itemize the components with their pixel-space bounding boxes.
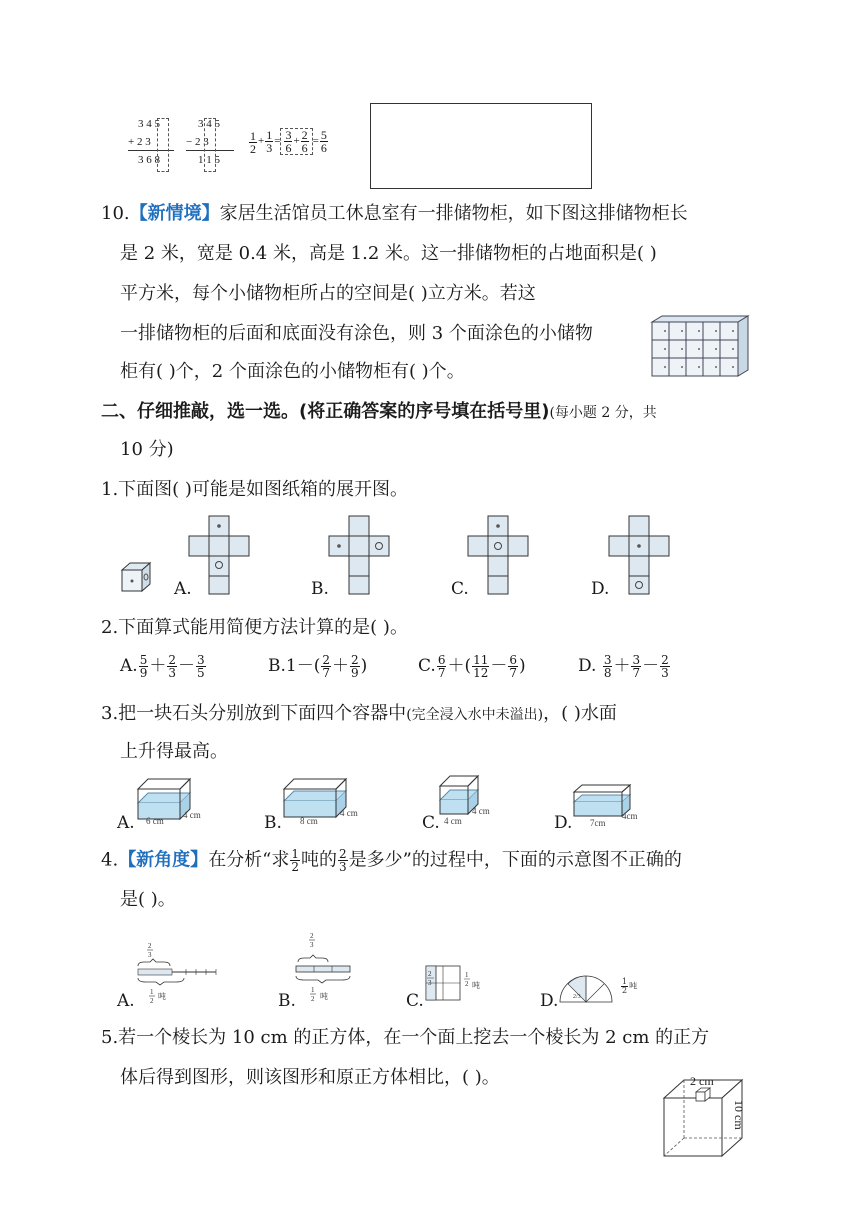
- q1-option-d[interactable]: D.: [591, 579, 610, 599]
- calc-row: − 2 3: [186, 136, 209, 148]
- q10-line1: [101, 202, 688, 226]
- q1-option-a[interactable]: A.: [174, 579, 192, 599]
- container-c-width: 4 cm: [444, 816, 462, 826]
- q10-text: 家居生活馆员工休息室有一排储物柜，如下图这排储物柜长: [219, 203, 688, 224]
- q5-line1: 5.若一个棱长为 10 cm 的正方体，在一个面上挖去一个棱长为 2 cm 的正方: [101, 1027, 710, 1048]
- net-option-a: [189, 514, 251, 596]
- svg-text:2: 2: [150, 997, 154, 1005]
- q10-tag: 【新情境】: [129, 203, 220, 224]
- container-a-width: 6 cm: [146, 816, 164, 826]
- calc-row: 3 6 8: [138, 154, 160, 166]
- q2-text: 2.下面算式能用简便方法计算的是( )。: [101, 617, 408, 638]
- vertical-subtraction: [186, 118, 236, 172]
- container-c-height: 4 cm: [472, 806, 490, 816]
- q3-option-b[interactable]: B.: [264, 813, 282, 833]
- q1-option-b[interactable]: B.: [311, 579, 329, 599]
- q3-line1: 3.把一块石头分别放到下面四个容器中(完全浸入水中未溢出)，( )水面: [101, 703, 617, 724]
- container-a-height: 4 cm: [183, 810, 201, 820]
- container-b-height: 4 cm: [340, 808, 358, 818]
- diagram-b-ton: 吨: [320, 992, 328, 1001]
- q3-option-d[interactable]: D.: [554, 813, 573, 833]
- container-d-height: 4cm: [622, 811, 638, 821]
- q10-line5: 柜有( )个，2 个面涂色的小储物柜有( )个。: [120, 361, 465, 382]
- diagram-option-c: [424, 964, 490, 1004]
- section-2-title: 二、仔细推敲，选一选。(将正确答案的序号填在括号里): [101, 401, 550, 422]
- svg-text:3: 3: [310, 941, 314, 949]
- q4-option-d[interactable]: D.: [540, 991, 559, 1011]
- q10-line2: 是 2 米，宽是 0.4 米，高是 1.2 米。这一排储物柜的占地面积是( ): [120, 243, 657, 264]
- net-option-d: [609, 514, 671, 596]
- q2-option-c[interactable]: C. $\frac{6}{7}$ ＋( $\frac{11}{12}$ － $\frac{6}{7}$ ): [418, 653, 526, 680]
- section-2-score-cont: 10 分): [120, 439, 174, 460]
- q4-option-c[interactable]: C.: [406, 991, 424, 1011]
- vertical-addition: [128, 118, 174, 172]
- svg-text:1: 1: [311, 986, 315, 994]
- svg-text:2: 2: [311, 995, 315, 1003]
- svg-text:3: 3: [428, 979, 432, 987]
- container-d: [572, 782, 652, 828]
- diagram-option-a: [136, 940, 220, 1006]
- answer-box[interactable]: [370, 103, 592, 189]
- section-2-heading: [101, 400, 657, 425]
- fraction-addition: $\frac{1}{2}$ + $\frac{1}{3}$ = $\frac{3}{6}$ + $\frac{2}{6}$ = $\frac{5}{6}$: [250, 128, 327, 156]
- section-2-score: (每小题 2 分，共: [549, 405, 657, 421]
- q2-option-a[interactable]: A. $\frac{5}{9}$ ＋ $\frac{2}{3}$ － $\frac{3}{5}$: [120, 653, 205, 680]
- diagram-d-label: $\frac{1}{2}$ 吨: [622, 977, 638, 995]
- net-option-b: [329, 514, 391, 596]
- locker-figure: [650, 314, 750, 378]
- q3-option-c[interactable]: C.: [422, 813, 440, 833]
- q10-number: 10.: [101, 203, 130, 224]
- q10-line3: 平方米，每个小储物柜所占的空间是( )立方米。若这: [120, 283, 536, 304]
- q4-option-b[interactable]: B.: [278, 991, 296, 1011]
- big-cube-edge-label: 10 cm: [732, 1100, 746, 1130]
- container-b: [282, 775, 362, 829]
- q4-tag: 【新角度】: [118, 849, 209, 871]
- q2-option-b[interactable]: B.1－( $\frac{2}{7}$ ＋ $\frac{2}{9}$ ): [268, 653, 368, 680]
- calc-row: 3 4 5: [198, 118, 220, 130]
- svg-text:2: 2: [148, 942, 152, 950]
- diagram-a-ton: 吨: [158, 992, 166, 1001]
- q4-line1: 4.【新角度】在分析“求 $\frac{1}{2}$ 吨的 $\frac{2}{3}$ 是多少”的过程中，下面的示意图不正确的: [101, 847, 682, 874]
- q3-option-a[interactable]: A.: [117, 813, 135, 833]
- net-option-c: [468, 514, 530, 596]
- svg-text:2: 2: [428, 970, 432, 978]
- q3-line2: 上升得最高。: [120, 741, 228, 762]
- small-cube-edge-label: 2 cm: [690, 1074, 714, 1088]
- q1-text: 1.下面图( )可能是如图纸箱的展开图。: [101, 479, 408, 500]
- diagram-option-d: [558, 972, 618, 1006]
- calc-row: 1 1 5: [198, 154, 220, 166]
- diagram-c-ton: 吨: [472, 981, 480, 990]
- q1-option-c[interactable]: C.: [451, 579, 469, 599]
- svg-text:1: 1: [465, 971, 469, 979]
- container-b-width: 8 cm: [300, 816, 318, 826]
- svg-text:2/3: 2/3: [573, 994, 581, 1000]
- container-d-width: 7cm: [590, 818, 606, 828]
- q5-line2: 体后得到图形，则该图形和原正方体相比，( )。: [120, 1067, 500, 1088]
- svg-text:2: 2: [310, 932, 314, 940]
- q4-line2: 是( )。: [120, 889, 176, 910]
- svg-text:2: 2: [465, 980, 469, 988]
- svg-text:3: 3: [148, 951, 152, 959]
- box-figure: [120, 560, 154, 594]
- svg-text:1: 1: [150, 988, 154, 996]
- q10-line4: 一排储物柜的后面和底面没有涂色，则 3 个面涂色的小储物: [120, 323, 593, 344]
- q2-option-d[interactable]: D. $\frac{3}{8}$ ＋ $\frac{3}{7}$ － $\frac{2}{3}$: [578, 653, 669, 680]
- calc-row: + 2 3: [128, 136, 151, 148]
- calc-row: 3 4 5: [138, 118, 160, 130]
- q4-option-a[interactable]: A.: [117, 991, 135, 1011]
